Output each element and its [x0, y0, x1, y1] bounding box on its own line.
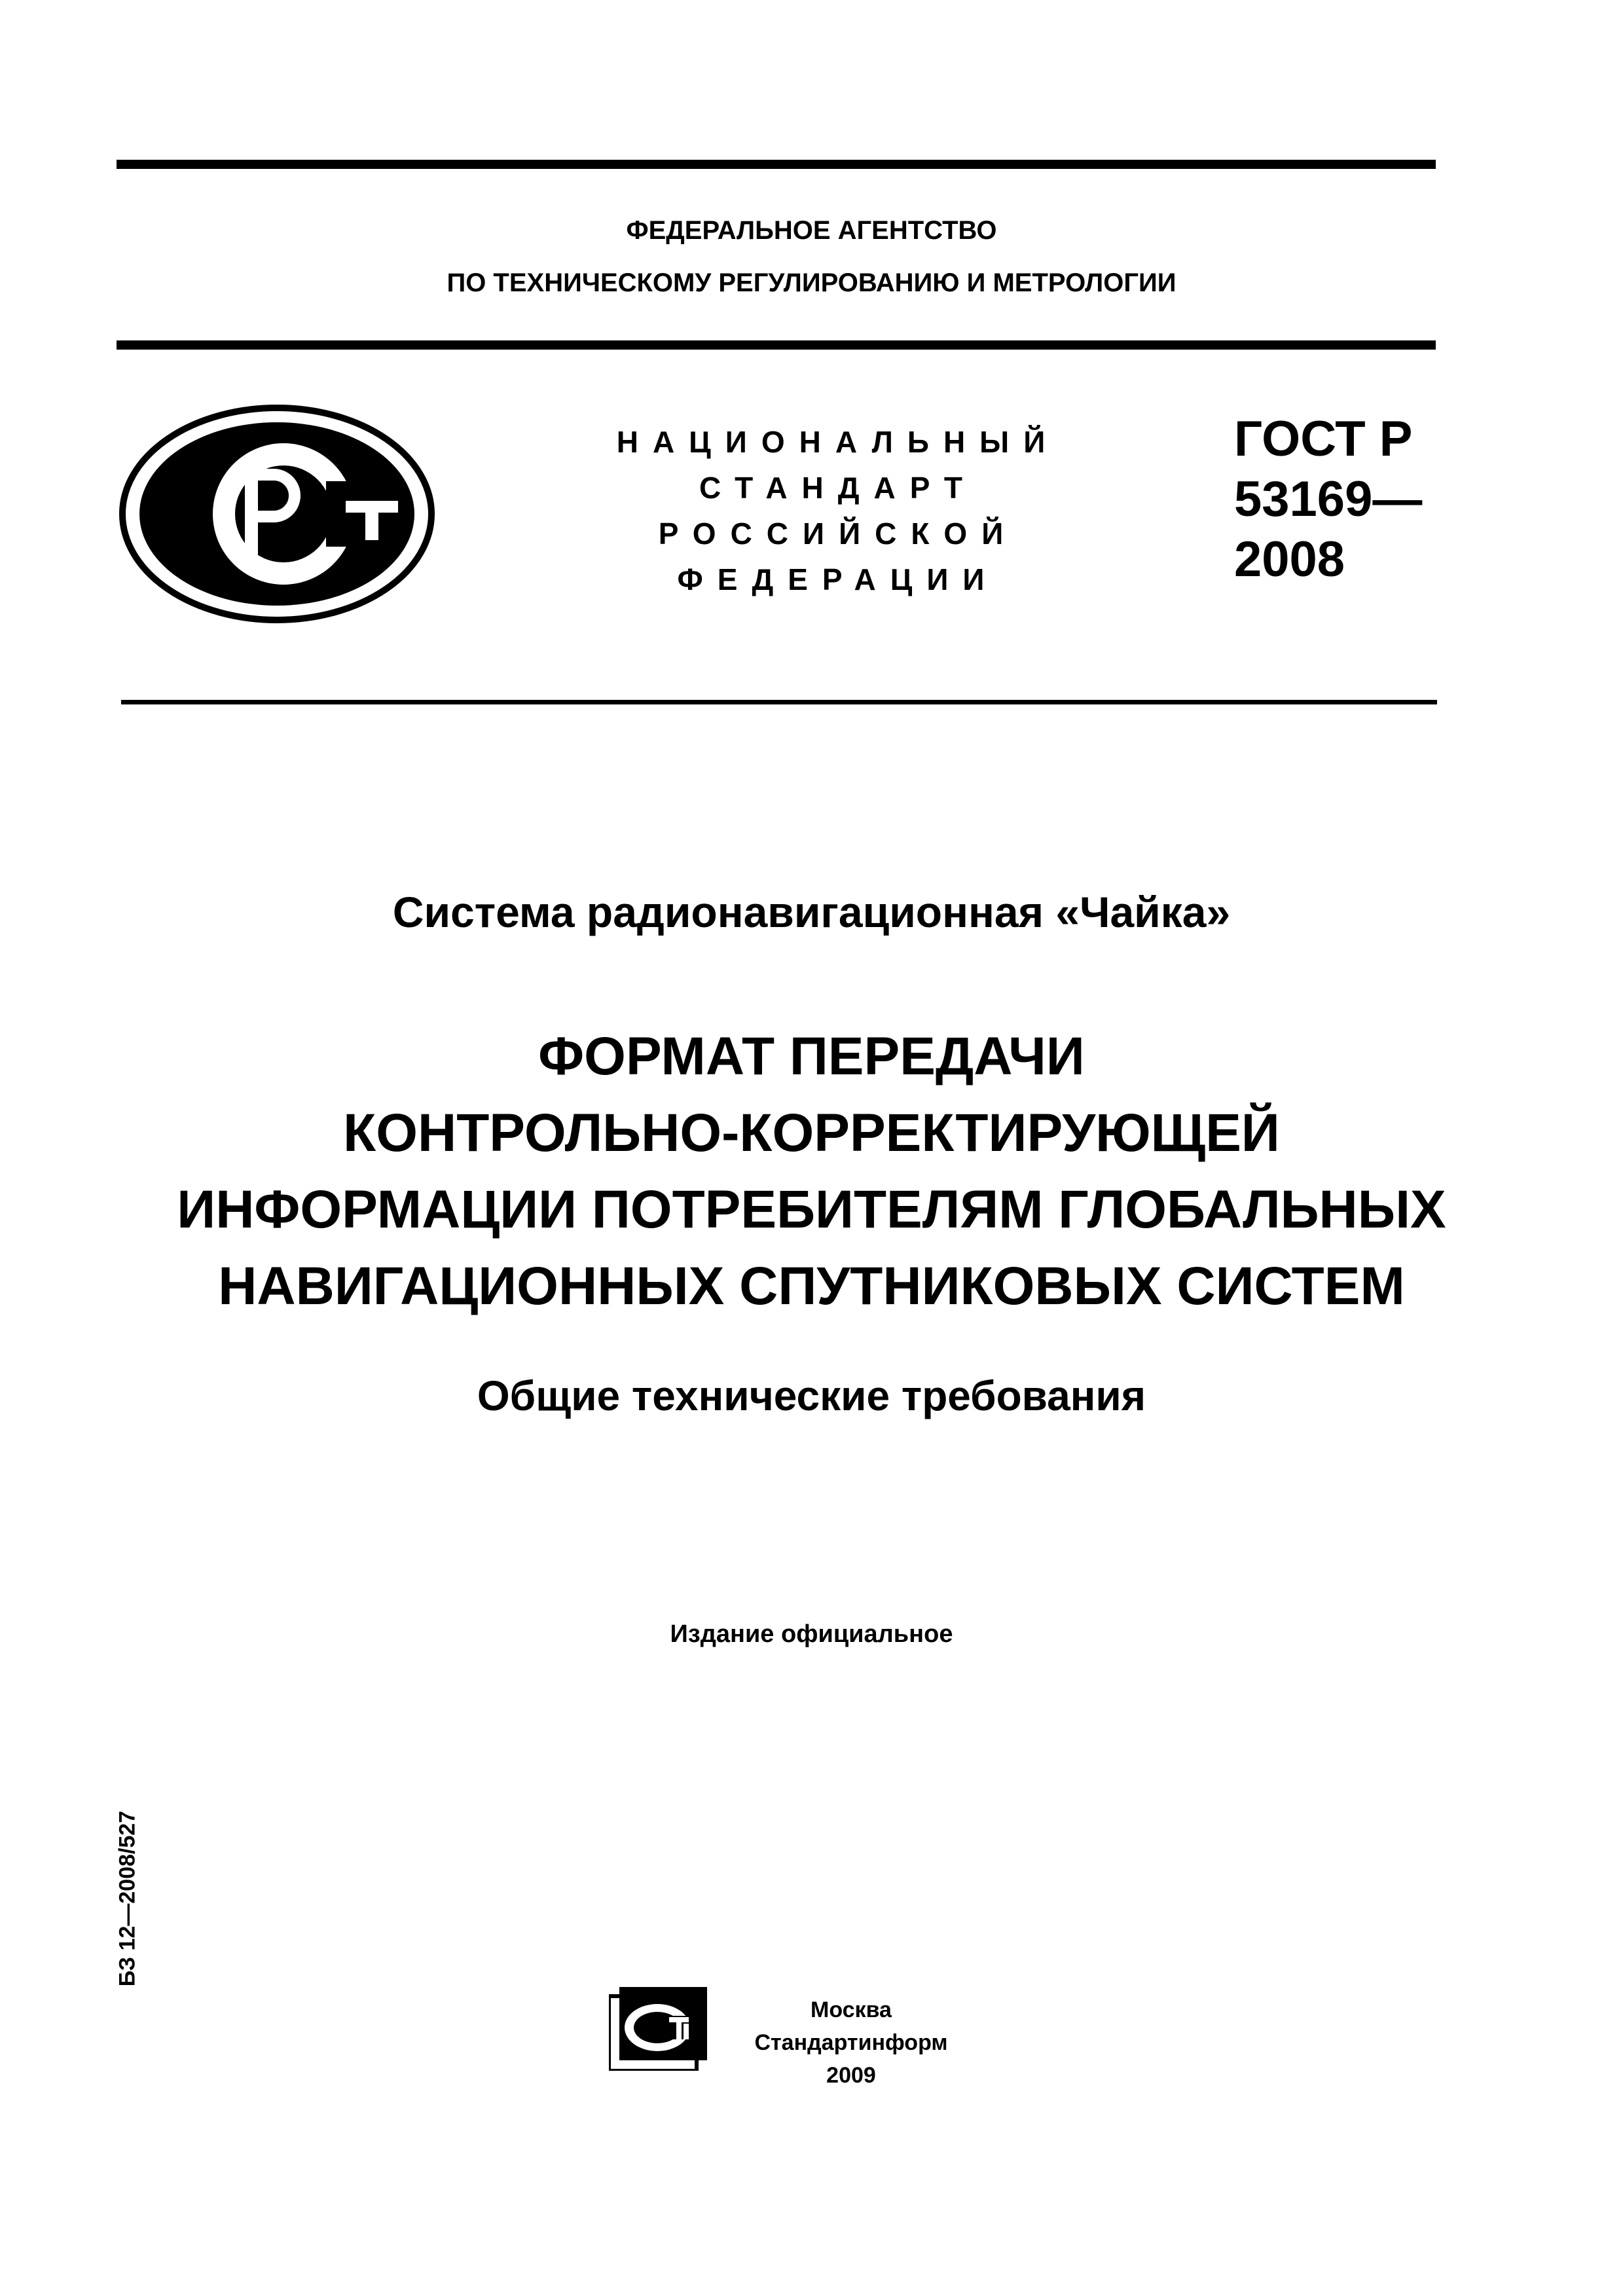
publisher-block [733, 1994, 969, 2092]
header-bottom-rule [117, 340, 1436, 350]
national-line-3: РОССИЙСКОЙ [658, 517, 1018, 551]
national-standard-label [589, 419, 1087, 602]
title-line-1: ФОРМАТ ПЕРЕДАЧИ [538, 1027, 1085, 1086]
title-line-2: КОНТРОЛЬНО-КОРРЕКТИРУЮЩЕЙ [343, 1103, 1280, 1163]
top-rule [117, 160, 1436, 169]
standartinform-logo-icon [609, 1987, 707, 2071]
side-code-text: БЗ 12—2008/527 [115, 1810, 140, 1987]
title-line-4: НАВИГАЦИОННЫХ СПУТНИКОВЫХ СИСТЕМ [218, 1256, 1405, 1316]
edition-label: Издание официальное [670, 1620, 953, 1648]
publisher-name: Стандартинформ [754, 2030, 948, 2055]
document-subtitle: Общие технические требования [477, 1372, 1146, 1419]
rst-certification-logo-icon [117, 403, 437, 625]
gost-line-3: 2008 [1234, 532, 1345, 587]
national-line-2: СТАНДАРТ [699, 471, 977, 505]
gost-line-1: ГОСТ Р [1234, 411, 1413, 467]
title-line-3: ИНФОРМАЦИИ ПОТРЕБИТЕЛЯМ ГЛОБАЛЬНЫХ [177, 1180, 1446, 1239]
agency-line-2: ПО ТЕХНИЧЕСКОМУ РЕГУЛИРОВАНИЮ И МЕТРОЛОГИИ [447, 268, 1176, 297]
publisher-city: Москва [811, 1997, 892, 2022]
gost-number [1234, 409, 1422, 590]
national-line-1: НАЦИОНАЛЬНЫЙ [616, 425, 1060, 459]
standard-bottom-rule [121, 700, 1437, 704]
system-name: Система радионавигационная «Чайка» [392, 888, 1231, 936]
national-line-4: ФЕДЕРАЦИИ [677, 562, 999, 596]
document-title [0, 1018, 1623, 1324]
agency-line-1: ФЕДЕРАЛЬНОЕ АГЕНТСТВО [626, 216, 997, 245]
publisher-year: 2009 [826, 2063, 876, 2088]
gost-line-2: 53169— [1234, 471, 1423, 527]
